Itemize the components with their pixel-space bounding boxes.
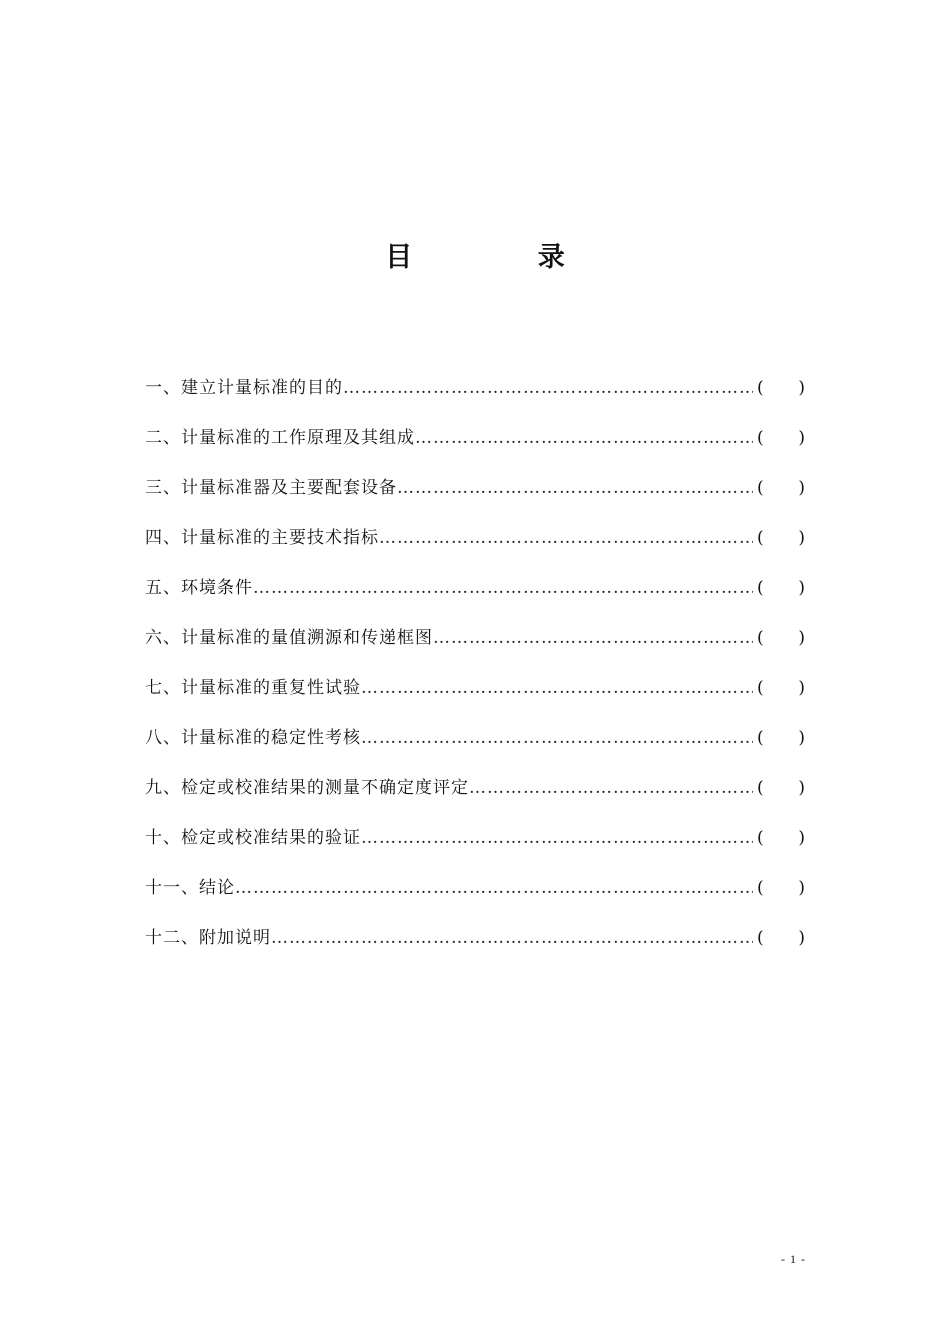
toc-page-slot <box>753 922 805 954</box>
toc-page-slot <box>753 622 805 654</box>
toc-entry-11[interactable] <box>145 872 805 922</box>
toc-dot-leader <box>433 622 753 654</box>
toc-entry-label: 七、计量标准的重复性试验 <box>145 678 361 698</box>
page-open-paren: ( <box>757 628 764 648</box>
page-open-paren: ( <box>757 378 764 398</box>
toc-dot-leader <box>361 722 753 754</box>
toc-entry-label: 十一、结论 <box>145 878 235 898</box>
toc-dot-leader <box>271 922 753 954</box>
toc-entry-label: 十二、附加说明 <box>145 928 271 948</box>
table-of-contents <box>145 372 805 972</box>
toc-page-slot <box>753 722 805 754</box>
page-close-paren: ) <box>798 778 805 798</box>
toc-dot-leader <box>361 822 753 854</box>
page-close-paren: ) <box>798 828 805 848</box>
toc-entry-label: 二、计量标准的工作原理及其组成 <box>145 428 415 448</box>
toc-page-slot <box>753 572 805 604</box>
toc-entry-label: 八、计量标准的稳定性考核 <box>145 728 361 748</box>
toc-entry-label: 三、计量标准器及主要配套设备 <box>145 478 397 498</box>
page-close-paren: ) <box>798 428 805 448</box>
toc-entry-6[interactable] <box>145 622 805 672</box>
toc-entry-12[interactable] <box>145 922 805 972</box>
toc-entry-label: 六、计量标准的量值溯源和传递框图 <box>145 628 433 648</box>
page-open-paren: ( <box>757 728 764 748</box>
toc-entry-label: 一、建立计量标准的目的 <box>145 378 343 398</box>
toc-entry-8[interactable] <box>145 722 805 772</box>
page-close-paren: ) <box>798 678 805 698</box>
toc-entry-4[interactable] <box>145 522 805 572</box>
page-close-paren: ) <box>798 478 805 498</box>
toc-dot-leader <box>343 372 753 404</box>
page-close-paren: ) <box>798 728 805 748</box>
page-open-paren: ( <box>757 578 764 598</box>
page-close-paren: ) <box>798 928 805 948</box>
page-open-paren: ( <box>757 528 764 548</box>
page-open-paren: ( <box>757 928 764 948</box>
toc-page-slot <box>753 522 805 554</box>
toc-entry-5[interactable] <box>145 572 805 622</box>
toc-entry-label: 五、环境条件 <box>145 578 253 598</box>
page-close-paren: ) <box>798 378 805 398</box>
toc-dot-leader <box>235 872 753 904</box>
toc-page-slot <box>753 472 805 504</box>
toc-page-slot <box>753 372 805 404</box>
toc-entry-2[interactable] <box>145 422 805 472</box>
toc-dot-leader <box>415 422 753 454</box>
toc-dot-leader <box>379 522 753 554</box>
page-close-paren: ) <box>798 528 805 548</box>
toc-entry-label: 九、检定或校准结果的测量不确定度评定 <box>145 778 469 798</box>
toc-entry-7[interactable] <box>145 672 805 722</box>
toc-entry-10[interactable] <box>145 822 805 872</box>
page-open-paren: ( <box>757 778 764 798</box>
page-open-paren: ( <box>757 828 764 848</box>
toc-page-slot <box>753 822 805 854</box>
toc-entry-3[interactable] <box>145 472 805 522</box>
toc-dot-leader <box>361 672 753 704</box>
toc-dot-leader <box>469 772 753 804</box>
toc-entry-9[interactable] <box>145 772 805 822</box>
toc-page-slot <box>753 672 805 704</box>
toc-page-slot <box>753 422 805 454</box>
page-title: 目 录 <box>385 242 623 274</box>
toc-dot-leader <box>253 572 753 604</box>
toc-dot-leader <box>397 472 753 504</box>
toc-entry-label: 十、检定或校准结果的验证 <box>145 828 361 848</box>
page-close-paren: ) <box>798 578 805 598</box>
page-close-paren: ) <box>798 628 805 648</box>
page-open-paren: ( <box>757 878 764 898</box>
toc-page-slot <box>753 772 805 804</box>
toc-entry-1[interactable] <box>145 372 805 422</box>
page-close-paren: ) <box>798 878 805 898</box>
page-open-paren: ( <box>757 478 764 498</box>
toc-page-slot <box>753 872 805 904</box>
page-open-paren: ( <box>757 678 764 698</box>
page-number: - 1 - <box>781 1252 806 1266</box>
page-open-paren: ( <box>757 428 764 448</box>
toc-entry-label: 四、计量标准的主要技术指标 <box>145 528 379 548</box>
